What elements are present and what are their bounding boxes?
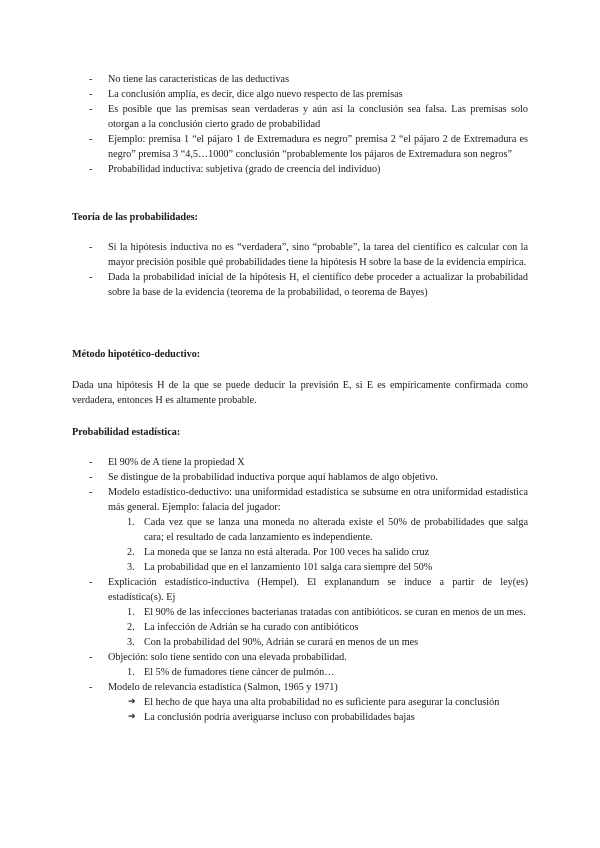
- numbered-item-text: La probabilidad que en el lanzamiento 101 salga cara siempre del 50%: [144, 562, 433, 573]
- list-item: [72, 470, 528, 485]
- bullet-dash: -: [89, 272, 93, 283]
- list-item: [72, 575, 528, 605]
- estadistica-list: [72, 455, 528, 725]
- bullet-dash: -: [89, 242, 93, 253]
- metodo-paragraph: Dada una hipótesis H de la que se puede deducir la previsión E, si E es empíricamente confirmada como verdadera, entonces H es altamente probable.: [72, 380, 528, 406]
- bullet-dash: -: [89, 89, 93, 100]
- number-marker: 2.: [127, 622, 135, 633]
- list-item: [72, 455, 528, 470]
- list-item: [72, 87, 528, 102]
- bullet-dash: -: [89, 134, 93, 145]
- number-marker: 2.: [127, 547, 135, 558]
- list-item: [72, 270, 528, 300]
- numbered-item: [72, 620, 528, 635]
- arrow-item-text: La conclusión podría averiguarse incluso con probabilidades bajas: [144, 712, 415, 723]
- list-item-text: Modelo de relevancia estadística (Salmon, 1965 y 1971): [108, 682, 338, 693]
- bullet-dash: -: [89, 472, 93, 483]
- list-item: [72, 162, 528, 177]
- list-item-text: Si la hipótesis inductiva no es “verdadera”, sino “probable”, la tarea del científico es calcular con la mayor precisión posible qué probabilidades tiene la hipótesis H sobre la base de la evidencia empírica.: [108, 242, 528, 268]
- numbered-item: [72, 515, 528, 545]
- numbered-item: [72, 545, 528, 560]
- list-item: [72, 72, 528, 87]
- list-item-text: Modelo estadístico-deductivo: una uniformidad estadística se subsume en otra uniformidad estadística más general. Ejemplo: falacia del jugador:: [108, 487, 528, 513]
- number-marker: 3.: [127, 562, 135, 573]
- heading-metodo: Método hipotético-deductivo:: [72, 349, 201, 360]
- heading-teoria: Teoría de las probabilidades:: [72, 212, 198, 223]
- arrow-icon: ➔: [128, 712, 136, 722]
- bullet-dash: -: [89, 457, 93, 468]
- number-marker: 1.: [127, 517, 135, 528]
- bullet-dash: -: [89, 652, 93, 663]
- numbered-item-text: El 90% de las infecciones bacterianas tratadas con antibióticos. se curan en menos de un mes.: [144, 607, 526, 618]
- list-item: [72, 102, 528, 132]
- list-item-text: Dada la probabilidad inicial de la hipótesis H, el científico debe proceder a actualizar la probabilidad sobre la base de la evidencia (teorema de la probabilidad, o teorema de Bayes): [108, 272, 528, 298]
- numbered-item: [72, 665, 528, 680]
- list-item-text: El 90% de A tiene la propiedad X: [108, 457, 245, 468]
- bullet-dash: -: [89, 164, 93, 175]
- number-marker: 1.: [127, 667, 135, 678]
- bullet-dash: -: [89, 577, 93, 588]
- bullet-dash: -: [89, 74, 93, 85]
- bullet-dash: -: [89, 682, 93, 693]
- list-item-text: Probabilidad inductiva: subjetiva (grado de creencia del individuo): [108, 164, 381, 175]
- heading-estadistica: Probabilidad estadística:: [72, 427, 181, 438]
- list-item: [72, 485, 528, 515]
- list-item-text: No tiene las características de las deductivas: [108, 74, 290, 85]
- intro-list: [72, 72, 528, 177]
- numbered-item-text: El 5% de fumadores tiene cáncer de pulmón…: [144, 667, 335, 678]
- list-item-text: Es posible que las premisas sean verdaderas y aún así la conclusión sea falsa. Las premisas solo otorgan a la conclusión cierto grado de probabilidad: [108, 104, 528, 130]
- numbered-item: [72, 560, 528, 575]
- arrow-item: [72, 695, 528, 710]
- list-item-text: Se distingue de la probabilidad inductiva porque aquí hablamos de algo objetivo.: [108, 472, 438, 483]
- numbered-item: [72, 605, 528, 620]
- list-item-text: Objeción: solo tiene sentido con una elevada probabilidad.: [108, 652, 347, 663]
- bullet-dash: -: [89, 104, 93, 115]
- arrow-item-text: El hecho de que haya una alta probabilidad no es suficiente para asegurar la conclusión: [144, 697, 500, 708]
- numbered-item-text: Cada vez que se lanza una moneda no alterada existe el 50% de probabilidades que salga cara; el resultado de cada lanzamiento es independiente.: [144, 517, 528, 543]
- numbered-item: [72, 635, 528, 650]
- numbered-item-text: Con la probabilidad del 90%, Adrián se curará en menos de un mes: [144, 637, 419, 648]
- number-marker: 3.: [127, 637, 135, 648]
- list-item: [72, 680, 528, 695]
- list-item-text: La conclusión amplía, es decir, dice algo nuevo respecto de las premisas: [108, 89, 403, 100]
- numbered-item-text: La moneda que se lanza no está alterada. Por 100 veces ha salido cruz: [144, 547, 430, 558]
- list-item-text: Ejemplo: premisa 1 “el pájaro 1 de Extremadura es negro” premisa 2 “el pájaro 2 de Extremadura es negro” premisa 3 “4,5…1000” conclusión “probablemente los pájaros de Extremadura son negros”: [108, 134, 528, 160]
- teoria-list: [72, 240, 528, 300]
- arrow-item: [72, 710, 528, 725]
- list-item: [72, 240, 528, 270]
- list-item: [72, 132, 528, 162]
- arrow-icon: ➔: [128, 697, 136, 707]
- list-item: [72, 650, 528, 665]
- bullet-dash: -: [89, 487, 93, 498]
- numbered-item-text: La infección de Adrián se ha curado con antibióticos: [144, 622, 359, 633]
- list-item-text: Explicación estadístico-inductiva (Hempel). El explanandum se induce a partir de ley(es) estadística(s). Ej: [108, 577, 528, 603]
- number-marker: 1.: [127, 607, 135, 618]
